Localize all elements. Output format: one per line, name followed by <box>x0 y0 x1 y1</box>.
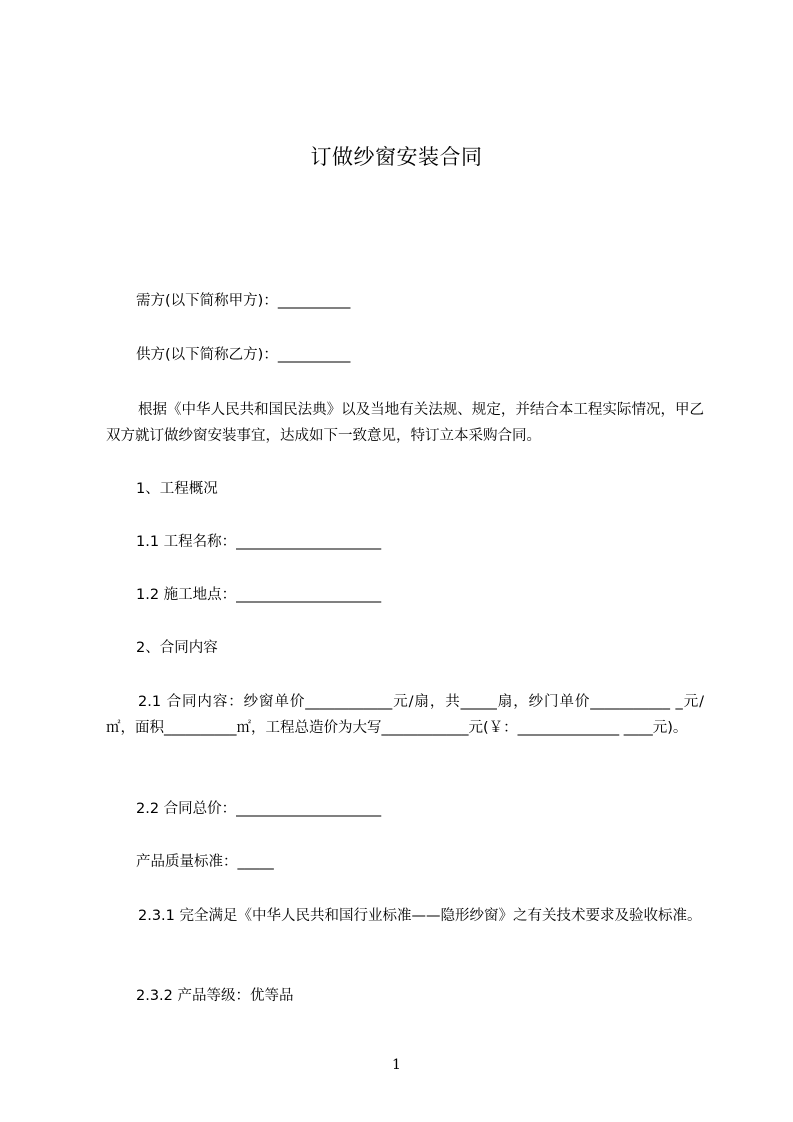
party-a-line: 需方(以下简称甲方)：__________ <box>136 293 351 309</box>
project-name-line: 1.1 工程名称：____________________ <box>136 534 382 550</box>
construction-site-line: 1.2 施工地点：____________________ <box>136 587 382 603</box>
standard-compliance-paragraph: 2.3.1 完全满足《中华人民共和国行业标准——隐形纱窗》之有关技术要求及验收标准。 <box>138 908 702 924</box>
section-heading-project-overview: 1、工程概况 <box>136 481 218 497</box>
page-number: 1 <box>392 1057 401 1073</box>
contract-total-line: 2.2 合同总价：____________________ <box>136 801 382 817</box>
section-heading-contract-content: 2、合同内容 <box>136 640 218 656</box>
quality-standard-line: 产品质量标准：_____ <box>136 854 274 870</box>
contract-content-paragraph: 2.1 合同内容：纱窗单价____________元/扇，共_____扇，纱门单价___________ _元/㎡，面积__________㎡，工程总造价为大写____________元(￥：______________ ____元)。 <box>106 694 704 736</box>
product-grade-line: 2.3.2 产品等级：优等品 <box>136 988 294 1004</box>
party-b-line: 供方(以下简称乙方)：__________ <box>136 347 351 363</box>
intro-paragraph: 根据《中华人民共和国民法典》以及当地有关法规、规定，并结合本工程实际情况，甲乙双方就订做纱窗安装事宜，达成如下一致意见，特订立本采购合同。 <box>106 402 704 444</box>
contract-title: 订做纱窗安装合同 <box>310 145 483 169</box>
